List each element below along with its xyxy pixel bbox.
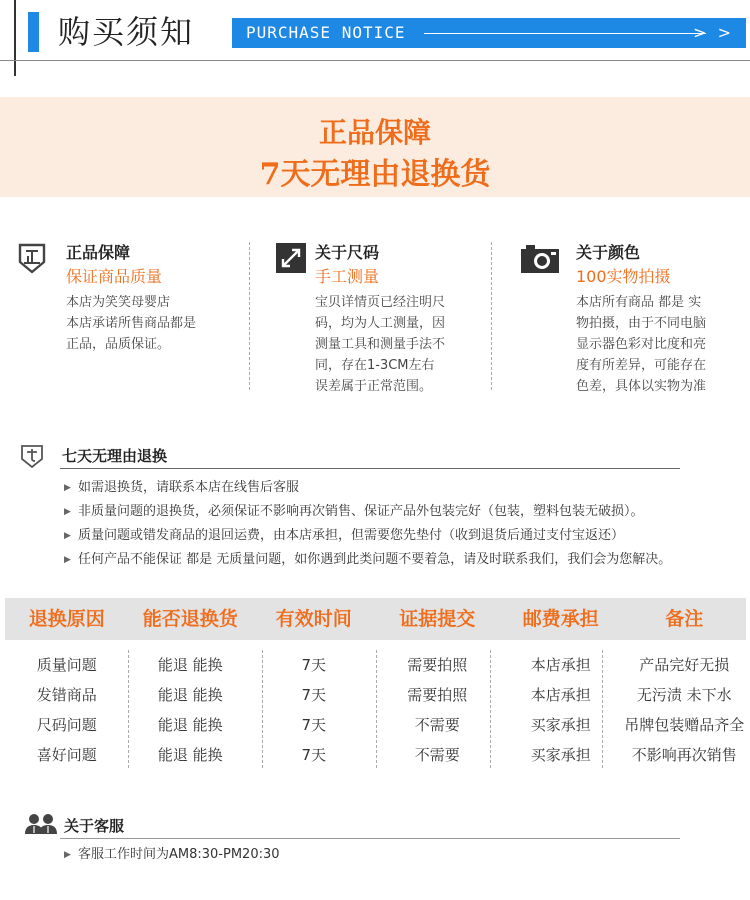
table-column-divider (490, 650, 491, 768)
page-title: 购买须知 (58, 13, 195, 51)
column-body-line: 同，存在1-3CM左右 (315, 358, 435, 373)
table-header-cell: 能否退换货 (142, 608, 238, 630)
column-body (315, 292, 475, 397)
column-subtitle: 100实物拍摄 (576, 267, 671, 286)
column-subtitle: 手工测量 (315, 267, 380, 286)
column-body-line: 本店为笑笑母婴店 (66, 295, 171, 310)
column-body-line: 物拍摄，由于不同电脑 (576, 316, 707, 331)
table-cell: 能退 能换 (157, 686, 223, 704)
table-cell: 能退 能换 (157, 746, 223, 764)
table-column-divider (262, 650, 263, 768)
table-cell: 需要拍照 (407, 686, 468, 704)
header-banner-bar (232, 18, 746, 48)
column-title: 关于颜色 (576, 243, 641, 262)
table-header-cell: 邮费承担 (522, 608, 599, 630)
ruler-diagonal-icon (275, 242, 307, 274)
table-cell: 需要拍照 (407, 656, 468, 674)
customer-service-icon (24, 812, 58, 836)
column-body-line: 宝贝详情页已经注明尺 (315, 295, 446, 310)
double-chevron-right-icon: > > (693, 23, 734, 42)
table-column-divider (128, 650, 129, 768)
list-item (64, 476, 744, 500)
bullet-text: 质量问题或错发商品的退回运费，由本店承担，但需要您先垫付（收到退货后通过支付宝返还） (78, 528, 625, 543)
table-cell: 本店承担 (530, 686, 591, 704)
bullet-text: 任何产品不能保证 都是 无质量问题，如你遇到此类问题不要着急，请及时联系我们，我们会为您解决。 (78, 552, 672, 567)
returns-section-rule (60, 468, 680, 469)
table-cell: 能退 能换 (157, 716, 223, 734)
column-body (576, 292, 744, 397)
triangle-right-icon: ▶ (64, 507, 71, 517)
column-title: 正品保障 (66, 243, 131, 262)
table-cell: 产品完好无损 (639, 656, 730, 674)
column-divider (249, 242, 250, 390)
triangle-right-icon: ▶ (64, 850, 71, 860)
bullet-text: 如需退换货，请联系本店在线售后客服 (78, 480, 300, 495)
column-body-line: 本店承诺所售商品都是 (66, 316, 197, 331)
column-body-line: 码，均为人工测量，因 (315, 316, 446, 331)
column-body-line: 色差，具体以实物为准 (576, 379, 707, 394)
list-item (64, 524, 744, 548)
table-cell: 7天 (301, 746, 327, 764)
shield-icon (16, 242, 48, 274)
table-cell: 不需要 (414, 716, 460, 734)
returns-bullet-list (64, 476, 744, 572)
column-body-line: 测量工具和测量手法不 (315, 337, 446, 352)
returns-table-header (5, 598, 746, 640)
column-divider (491, 242, 492, 390)
triangle-right-icon: ▶ (64, 483, 71, 493)
table-cell: 质量问题 (36, 656, 97, 674)
column-subtitle: 保证商品质量 (66, 267, 163, 286)
table-cell: 本店承担 (530, 656, 591, 674)
table-cell: 喜好问题 (36, 746, 97, 764)
table-cell: 7天 (301, 716, 327, 734)
header-banner-line (424, 33, 706, 34)
table-cell: 能退 能换 (157, 656, 223, 674)
column-title: 关于尺码 (315, 243, 380, 262)
column-body (66, 292, 236, 355)
column-body-line: 显示器色彩对比度和亮 (576, 337, 707, 352)
table-cell: 不需要 (414, 746, 460, 764)
table-header-cell: 备注 (665, 608, 704, 630)
triangle-right-icon: ▶ (64, 531, 71, 541)
header-divider (0, 60, 750, 61)
table-cell: 尺码问题 (36, 716, 97, 734)
camera-icon (520, 242, 560, 274)
header-banner-text: PURCHASE NOTICE (246, 23, 406, 42)
list-item (64, 548, 744, 572)
column-body-line: 度有所差异，可能存在 (576, 358, 707, 373)
table-cell: 发错商品 (36, 686, 97, 704)
service-hours-text: 客服工作时间为AM8:30-PM20:30 (78, 847, 280, 862)
column-body-line: 正品，品质保证。 (66, 337, 171, 352)
service-section-title: 关于客服 (64, 817, 125, 835)
table-cell: 7天 (301, 656, 327, 674)
table-header-cell: 退换原因 (28, 608, 105, 630)
table-cell: 买家承担 (530, 716, 591, 734)
banner-line-1: 正品保障 (318, 116, 431, 149)
returns-section-title: 七天无理由退换 (62, 447, 168, 465)
table-cell: 无污渍 未下水 (636, 686, 732, 704)
header-vertical-rule (14, 0, 16, 76)
column-body-line: 误差属于正常范围。 (315, 379, 433, 394)
table-cell: 7天 (301, 686, 327, 704)
header-accent-block (28, 12, 39, 52)
list-item (64, 500, 744, 524)
table-header-cell: 有效时间 (275, 608, 352, 630)
bullet-text: 非质量问题的退换货，必须保证不影响再次销售、保证产品外包装完好（包装，塑料包装无破损）。 (78, 504, 644, 519)
table-cell: 吊牌包装赠品齐全 (624, 716, 745, 734)
guarantee-banner (0, 97, 750, 197)
table-cell: 买家承担 (530, 746, 591, 764)
badge-seven-icon (20, 444, 44, 468)
table-column-divider (602, 650, 603, 768)
list-item (64, 843, 280, 867)
table-header-cell: 证据提交 (399, 608, 476, 630)
banner-line-2: 7天无理由退换货 (259, 157, 491, 192)
column-body-line: 本店所有商品 都是 实 (576, 295, 702, 310)
service-section-rule (60, 838, 680, 839)
table-column-divider (376, 650, 377, 768)
table-cell: 不影响再次销售 (631, 746, 737, 764)
triangle-right-icon: ▶ (64, 555, 71, 565)
